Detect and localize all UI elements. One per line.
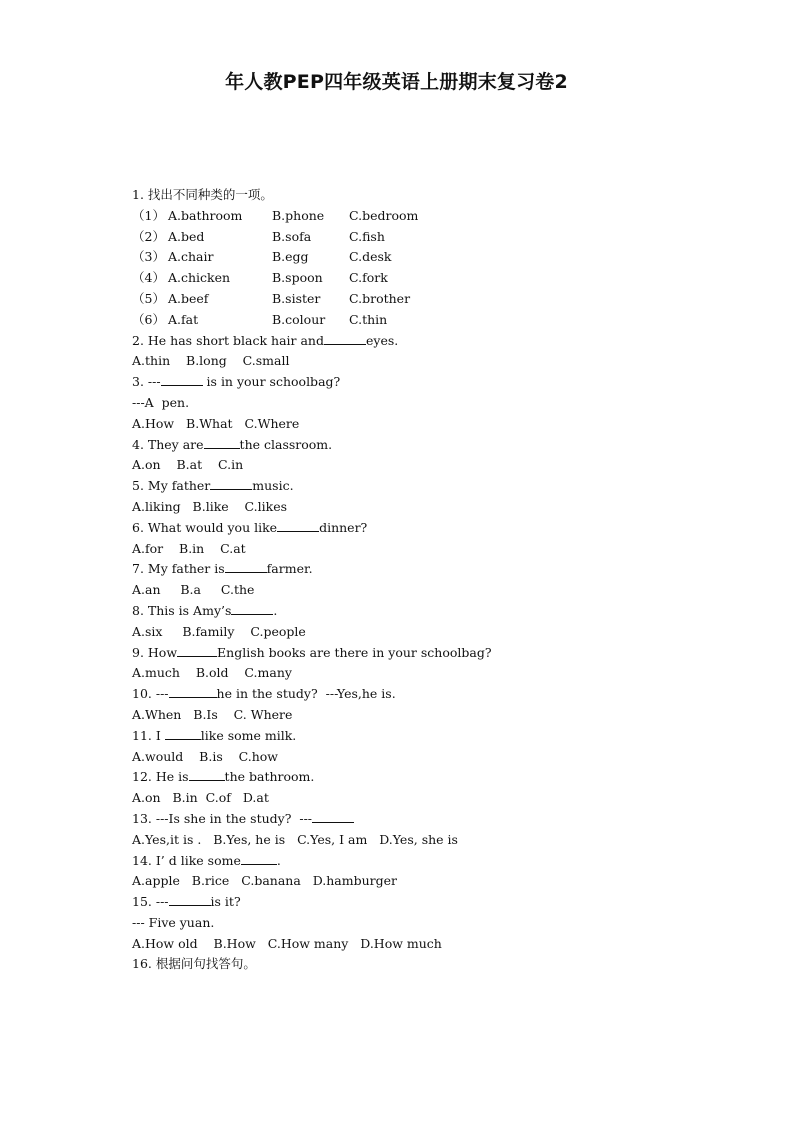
question-5 <box>132 476 732 497</box>
question-14 <box>132 851 732 872</box>
q1-row-6 <box>132 310 732 331</box>
question-6-options: A.for B.in C.at <box>132 540 246 556</box>
question-text-end: eyes. <box>365 332 399 348</box>
question-text: 14. I’ d like some <box>132 852 241 868</box>
question-text: 13. ---Is she in the study? --- <box>132 810 313 826</box>
question-4 <box>132 435 732 456</box>
question-15-reply: --- Five yuan. <box>132 914 215 930</box>
question-text: 3. --- <box>132 374 161 390</box>
exam-content <box>132 185 732 975</box>
option-b: B.sofa <box>272 228 312 244</box>
answer-blank[interactable] <box>210 476 252 490</box>
answer-blank[interactable] <box>189 767 225 781</box>
answer-blank[interactable] <box>169 892 211 906</box>
row-number: （4） <box>132 270 165 286</box>
question-text: 2. He has short black hair and <box>132 332 324 348</box>
question-3-reply: ---A pen. <box>132 394 190 410</box>
question-8 <box>132 601 732 622</box>
question-13-options: A.Yes,it is . B.Yes, he is C.Yes, I am D.Yes, she is <box>132 831 458 847</box>
q1-row-5 <box>132 289 732 310</box>
question-text: 10. --- <box>132 686 169 702</box>
answer-blank[interactable] <box>231 601 273 615</box>
question-text-end: . <box>273 602 278 618</box>
row-number: （3） <box>132 249 165 265</box>
question-10-options: A.When B.Is C. Where <box>132 706 293 722</box>
question-6 <box>132 518 732 539</box>
question-13 <box>132 809 732 830</box>
question-text-end: English books are there in your schoolbag? <box>217 644 492 660</box>
question-8-options: A.six B.family C.people <box>132 623 306 639</box>
question-text: 15. --- <box>132 894 169 910</box>
question-text-end: he in the study? ---Yes,he is. <box>216 686 396 702</box>
question-text-end: dinner? <box>319 519 368 535</box>
question-text-end: is in your schoolbag? <box>202 374 341 390</box>
option-c: C.thin <box>349 311 388 327</box>
question-text-end: the classroom. <box>239 436 333 452</box>
question-11 <box>132 726 732 747</box>
option-c: C.desk <box>349 249 392 265</box>
question-text: 5. My father <box>132 478 211 494</box>
option-c: C.fork <box>349 270 388 286</box>
question-text-end: . <box>276 852 281 868</box>
question-text: 11. I <box>132 727 165 743</box>
answer-blank[interactable] <box>169 684 217 698</box>
question-text-end: the bathroom. <box>224 769 315 785</box>
question-text-end: music. <box>252 478 294 494</box>
row-number: （2） <box>132 228 165 244</box>
question-7 <box>132 559 732 580</box>
question-3 <box>132 372 732 393</box>
q1-row-2 <box>132 227 732 248</box>
option-c: C.brother <box>349 290 411 306</box>
answer-blank[interactable] <box>324 331 366 345</box>
option-b: B.phone <box>272 207 325 223</box>
question-text-end: like some milk. <box>200 727 297 743</box>
question-12 <box>132 767 732 788</box>
answer-blank[interactable] <box>241 851 277 865</box>
answer-blank[interactable] <box>225 559 267 573</box>
option-c: C.bedroom <box>349 207 419 223</box>
question-text: 4. They are <box>132 436 204 452</box>
q1-row-1 <box>132 206 732 227</box>
question-text-end: is it? <box>210 894 241 910</box>
option-a: A.bathroom <box>168 207 243 223</box>
question-1-header: 1. 找出不同种类的一项。 <box>132 187 273 202</box>
question-text: 12. He is <box>132 769 189 785</box>
option-b: B.egg <box>272 249 309 265</box>
question-text-end: farmer. <box>266 561 313 577</box>
option-a: A.chair <box>168 249 214 265</box>
question-text: 6. What would you like <box>132 519 278 535</box>
option-c: C.fish <box>349 228 385 244</box>
answer-blank[interactable] <box>161 372 203 386</box>
question-10 <box>132 684 732 705</box>
question-text: 7. My father is <box>132 561 225 577</box>
answer-blank[interactable] <box>204 435 240 449</box>
question-9-options: A.much B.old C.many <box>132 665 292 681</box>
question-7-options: A.an B.a C.the <box>132 582 255 598</box>
row-number: （1） <box>132 207 165 223</box>
option-a: A.chicken <box>168 270 231 286</box>
answer-blank[interactable] <box>312 809 354 823</box>
question-5-options: A.liking B.like C.likes <box>132 498 288 514</box>
option-a: A.bed <box>168 228 205 244</box>
q1-row-4 <box>132 268 732 289</box>
option-b: B.sister <box>272 290 321 306</box>
question-11-options: A.would B.is C.how <box>132 748 279 764</box>
question-3-options: A.How B.What C.Where <box>132 415 300 431</box>
option-a: A.beef <box>168 290 209 306</box>
question-text: 9. How <box>132 644 178 660</box>
answer-blank[interactable] <box>177 643 217 657</box>
option-b: B.colour <box>272 311 326 327</box>
q1-row-3 <box>132 247 732 268</box>
option-b: B.spoon <box>272 270 323 286</box>
answer-blank[interactable] <box>277 518 319 532</box>
option-a: A.fat <box>168 311 199 327</box>
question-15 <box>132 892 732 913</box>
page-title: 年人教PEP四年级英语上册期末复习卷2 <box>225 71 568 93</box>
question-2-options: A.thin B.long C.small <box>132 353 290 369</box>
answer-blank[interactable] <box>165 726 201 740</box>
question-12-options: A.on B.in C.of D.at <box>132 790 269 806</box>
question-16-header: 16. 根据问句找答句。 <box>132 956 256 972</box>
question-14-options: A.apple B.rice C.banana D.hamburger <box>132 873 398 889</box>
row-number: （5） <box>132 290 165 306</box>
question-15-options: A.How old B.How C.How many D.How much <box>132 935 442 951</box>
question-2 <box>132 331 732 352</box>
row-number: （6） <box>132 311 165 327</box>
question-4-options: A.on B.at C.in <box>132 457 244 473</box>
question-text: 8. This is Amy’s <box>132 602 232 618</box>
question-9 <box>132 643 732 664</box>
